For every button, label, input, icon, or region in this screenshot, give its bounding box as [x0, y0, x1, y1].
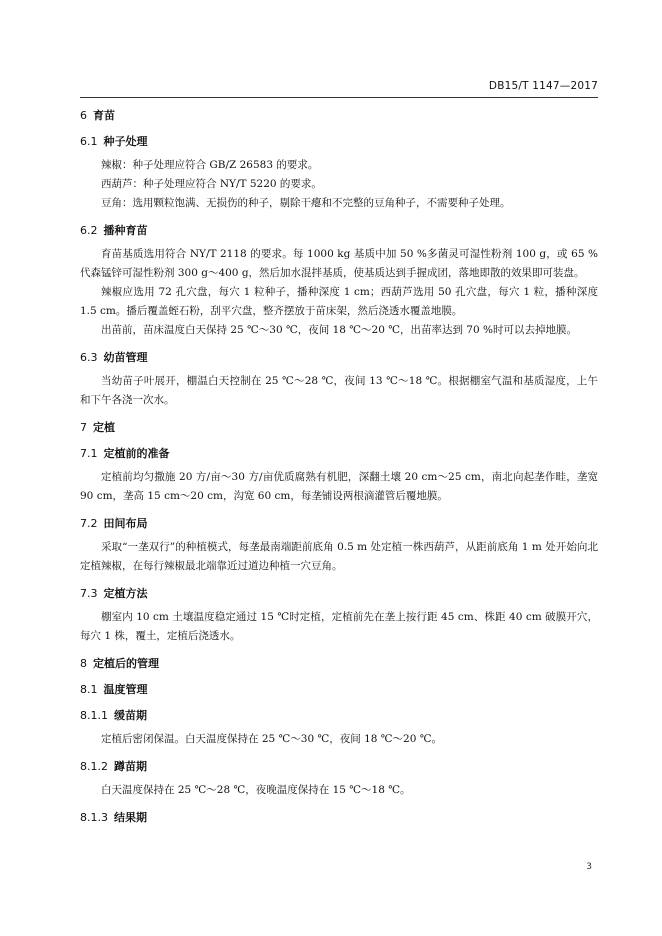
paragraph: 定植后密闭保温。白天温度保持在 25 ℃～30 ℃，夜间 18 ℃～20 ℃。 — [101, 733, 442, 745]
header-rule — [80, 97, 598, 98]
paragraph: 豆角：选用颗粒饱满、无损伤的种子，剔除干瘪和不完整的豆角种子，不需要种子处理。 — [101, 197, 511, 209]
subsection-heading: 6.3 幼苗管理 — [80, 351, 148, 364]
paragraph: 当幼苗子叶展开，棚温白天控制在 25 ℃～28 ℃，夜间 13 ℃～18 ℃。根据棚室气温和基质湿度，上午和下午各浇一次水。 — [80, 375, 598, 406]
paragraph: 出苗前，苗床温度白天保持 25 ℃～30 ℃，夜间 18 ℃～20 ℃，出苗率达到 70 %时可以去掉地膜。 — [101, 324, 577, 336]
paragraph: 辣椒：种子处理应符合 GB/Z 26583 的要求。 — [101, 159, 319, 171]
subsubsection-heading: 8.1.2 蹲苗期 — [80, 760, 147, 773]
paragraph: 辣椒应选用 72 孔穴盘，每穴 1 粒种子，播种深度 1 cm；西葫芦选用 50 孔穴盘，每穴 1 粒，播种深度 1.5 cm。播后覆盖蛭石粉，刮平穴盘，整齐摆放于苗床架，然后浇透水覆盖地膜。 — [80, 286, 598, 317]
section-heading: 6 育苗 — [80, 109, 115, 122]
section-heading: 7 定植 — [80, 421, 115, 434]
paragraph: 育苗基质选用符合 NY/T 2118 的要求。每 1000 kg 基质中加 50 %多菌灵可湿性粉剂 100 g，或 65 %代森锰锌可湿性粉剂 300 g～400 g，然后加水混拌基质，使基质达到手握成团，落地即散的效果即可装盘。 — [80, 248, 598, 279]
paragraph: 采取“一垄双行”的种植模式，每垄最南端距前底角 0.5 m 处定植一株西葫芦，从距前底角 1 m 处开始向北定植辣椒，在每行辣椒最北端靠近过道边种植一穴豆角。 — [80, 541, 598, 572]
subsection-heading: 7.3 定植方法 — [80, 587, 148, 600]
document-code: DB15/T 1147—2017 — [488, 80, 598, 92]
paragraph: 白天温度保持在 25 ℃～28 ℃，夜晚温度保持在 15 ℃～18 ℃。 — [101, 784, 411, 796]
page-number: 3 — [586, 862, 592, 872]
section-heading: 8 定植后的管理 — [80, 657, 159, 670]
subsubsection-heading: 8.1.1 缓苗期 — [80, 709, 147, 722]
subsection-heading: 7.1 定植前的准备 — [80, 447, 170, 460]
document-body — [80, 108, 598, 826]
subsection-heading: 8.1 温度管理 — [80, 683, 148, 696]
paragraph: 西葫芦：种子处理应符合 NY/T 5220 的要求。 — [101, 178, 322, 190]
subsection-heading: 7.2 田间布局 — [80, 517, 148, 530]
subsection-heading: 6.1 种子处理 — [80, 135, 148, 148]
subsection-heading: 6.2 播种育苗 — [80, 224, 148, 237]
paragraph: 棚室内 10 cm 土壤温度稳定通过 15 ℃时定植，定植前先在垄上按行距 45 cm、株距 40 cm 破膜开穴，每穴 1 株，覆土，定植后浇透水。 — [80, 611, 598, 642]
subsubsection-heading: 8.1.3 结果期 — [80, 811, 147, 824]
paragraph: 定植前均匀撒施 20 方/亩～30 方/亩优质腐熟有机肥，深翻土壤 20 cm～25 cm，南北向起垄作畦，垄宽 90 cm，垄高 15 cm～20 cm，沟宽 60 cm，每垄铺设两根滴灌管后覆地膜。 — [80, 471, 598, 502]
